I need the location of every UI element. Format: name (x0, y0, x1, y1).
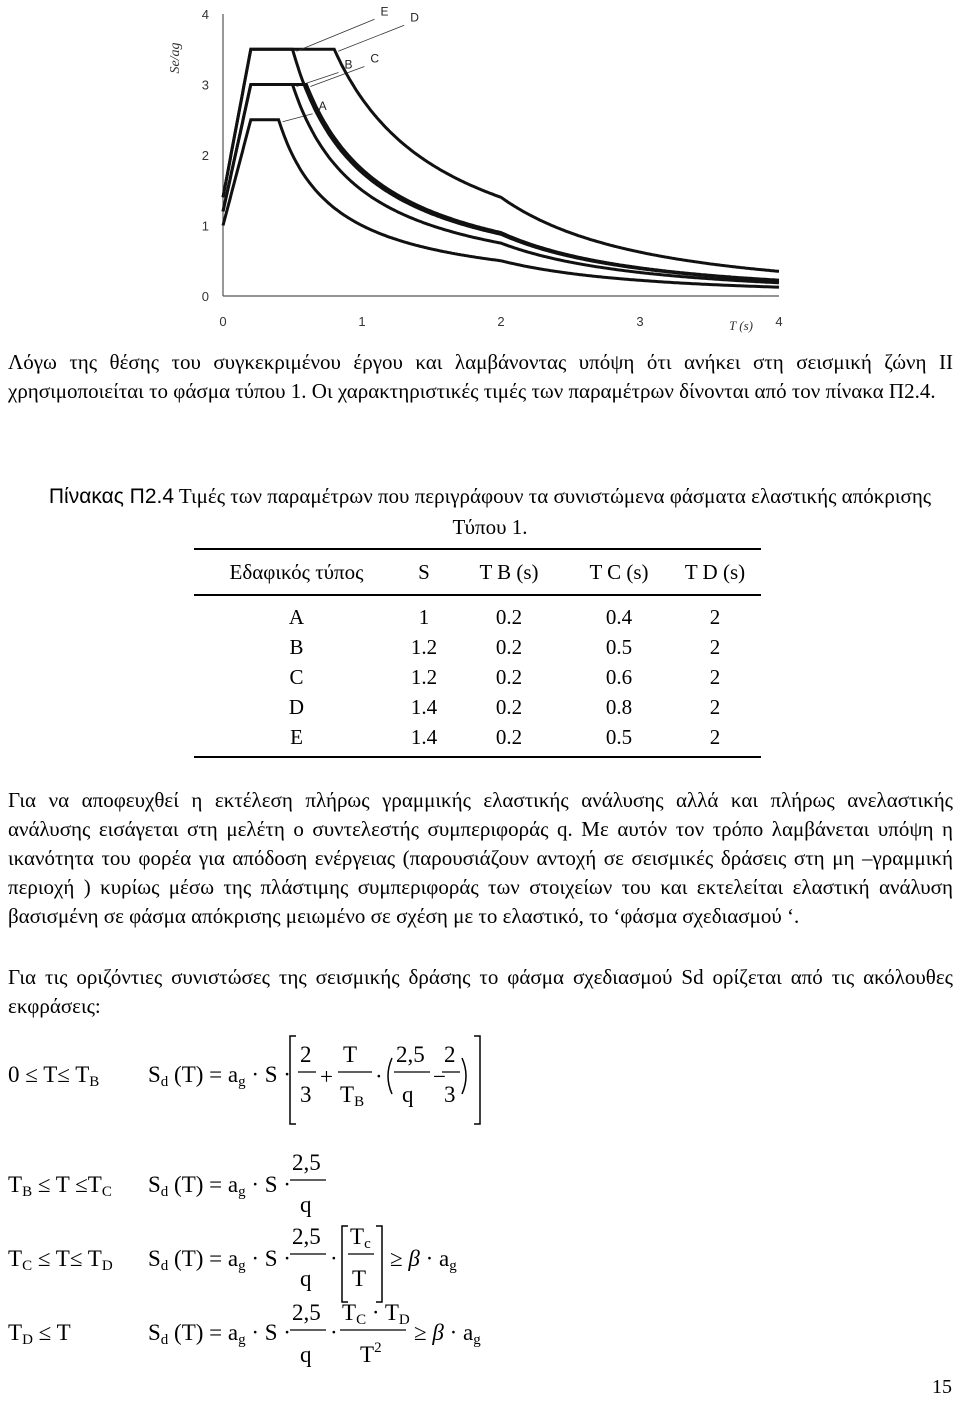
table-row (194, 722, 761, 757)
svg-text:Sd (T) = ag · S ·: Sd (T) = ag · S · (148, 1062, 291, 1090)
svg-text:≥ β · ag: ≥ β · ag (390, 1246, 457, 1274)
svg-text:Sd (T) = ag · S ·: Sd (T) = ag · S · (148, 1246, 291, 1274)
cell: 0.2 (495, 694, 523, 719)
paragraph-design-spectrum: Για τις οριζόντιες συνιστώσες της σεισμικής δράσης το φάσμα σχεδιασμού Sd ορίζεται από τις ακόλουθες εκφράσεις: (8, 965, 953, 1018)
spectrum-chart-svg (155, 0, 795, 340)
table-caption-text: Τιμές των παραμέτρων που περιγράφουν τα συνιστώμενα φάσματα ελαστικής απόκρισης Τύπου 1. (174, 484, 932, 539)
formula-3 (8, 1224, 457, 1302)
y-tick-label: 0 (201, 289, 209, 304)
spectrum-curve-C (223, 85, 779, 281)
svg-text:q: q (300, 1192, 312, 1217)
table-caption (40, 481, 940, 543)
svg-text:·: · (375, 1064, 383, 1089)
cell: 2 (709, 604, 721, 629)
cell: 2 (709, 664, 721, 689)
series-label-C: C (370, 51, 380, 66)
y-axis-label: Se/ag (168, 42, 183, 74)
header-tc: T C (s) (569, 549, 669, 595)
svg-text:q: q (300, 1266, 312, 1291)
cell: 0.5 (605, 634, 633, 659)
svg-text:2,5: 2,5 (292, 1224, 321, 1249)
series-label-B: B (344, 57, 353, 72)
svg-text:q: q (402, 1082, 414, 1107)
x-tick-label: 4 (775, 314, 783, 329)
svg-text:Sd (T) = ag · S ·: Sd (T) = ag · S · (148, 1172, 291, 1200)
cell: 1.4 (410, 694, 438, 719)
cell: 0.2 (495, 664, 523, 689)
svg-text:2: 2 (444, 1042, 456, 1067)
series-leader-D (338, 25, 404, 51)
paragraph-intro: Λόγω της θέσης του συγκεκριμένου έργου και λαμβάνοντας υπόψη ότι ανήκει στη σεισμική ζώνη ΙΙ χρησιμοποιείται το φάσμα τύπου 1. Οι χαρακτηριστικές τιμές των παραμέτρων δίνονται από τον πίνακα Π2.4. (8, 350, 953, 403)
cell: 2 (669, 722, 761, 757)
svg-text:·: · (330, 1320, 338, 1345)
svg-text:3: 3 (300, 1082, 312, 1107)
svg-text:−: − (433, 1064, 446, 1089)
table-row (194, 632, 761, 662)
parameters-table (194, 548, 761, 758)
series-leader-C (310, 67, 364, 87)
cell: A (288, 604, 305, 629)
series-label-A: A (318, 98, 327, 113)
formula-2 (8, 1150, 326, 1217)
header-s: S (399, 549, 449, 595)
cell: 0.8 (605, 694, 633, 719)
svg-text:T2: $T^2$ (360, 1340, 382, 1367)
x-axis-label: T (s) (729, 318, 753, 333)
svg-text:2,5: 2,5 (292, 1150, 321, 1175)
svg-text:T: T (343, 1042, 358, 1067)
x-tick-label: 2 (497, 314, 505, 329)
spectrum-curve-B (223, 85, 779, 283)
table-row (194, 595, 761, 632)
svg-text:Tc: Tc (350, 1224, 371, 1252)
x-tick-label: 3 (636, 314, 644, 329)
cell: 2 (709, 634, 721, 659)
svg-text:·: · (330, 1246, 338, 1271)
y-tick-label: 2 (201, 148, 209, 163)
svg-text:TD ≤ T: TD ≤ T (8, 1320, 71, 1348)
cell: 1.2 (410, 664, 438, 689)
svg-text:TC ≤ T≤ TD: TC ≤ T≤ TD (8, 1246, 113, 1274)
cell: 0.2 (449, 722, 569, 757)
cell: E (194, 722, 399, 757)
formulas (0, 1020, 960, 1380)
table-row (194, 662, 761, 692)
series-leader-E (297, 19, 375, 51)
cell: 1.4 (399, 722, 449, 757)
table-header-row (194, 549, 761, 595)
svg-text:≥ β · ag: ≥ β · ag (414, 1320, 481, 1348)
cell: 0.2 (495, 634, 523, 659)
svg-text:2,5: 2,5 (396, 1042, 425, 1067)
series-label-D: D (410, 10, 419, 25)
table-caption-label: Πίνακας Π2.4 (48, 485, 175, 508)
cell: B (289, 634, 304, 659)
x-tick-label: 1 (358, 314, 366, 329)
table-row (194, 692, 761, 722)
series-label-E: E (380, 4, 389, 19)
cell: 0.6 (605, 664, 633, 689)
svg-text:2: 2 (300, 1042, 312, 1067)
header-td: T D (s) (669, 549, 761, 595)
formula-1 (8, 1036, 480, 1124)
svg-text:0 ≤ T≤ TB: 0 ≤ T≤ TB (8, 1062, 100, 1090)
svg-text:q: q (300, 1342, 312, 1367)
spectrum-chart (155, 0, 795, 340)
cell: 0.2 (495, 604, 523, 629)
cell: 2 (709, 694, 721, 719)
cell: 0.4 (605, 604, 633, 629)
cell: D (288, 694, 305, 719)
svg-text:TB ≤ T ≤TC: TB ≤ T ≤TC (8, 1172, 112, 1200)
y-tick-label: 3 (201, 77, 209, 93)
svg-text:TB: TB (340, 1082, 365, 1110)
cell: 1.2 (410, 634, 438, 659)
x-tick-label: 0 (219, 314, 227, 329)
y-tick-label: 1 (201, 218, 209, 234)
formula-4 (8, 1300, 481, 1367)
header-tb: T B (s) (449, 549, 569, 595)
svg-text:+: + (320, 1064, 333, 1089)
svg-text:T: T (352, 1266, 367, 1291)
svg-text:TC · TD: TC · TD (342, 1300, 410, 1328)
y-tick-label: 4 (201, 7, 209, 22)
svg-text:Sd (T) = ag · S ·: Sd (T) = ag · S · (148, 1320, 291, 1348)
cell: 1 (418, 604, 430, 629)
paragraph-behavior-factor: Για να αποφευχθεί η εκτέλεση πλήρως γραμμικής ελαστικής ανάλυσης αλλά και πλήρως ανελαστικής ανάλυσης εισάγεται στη μελέτη ο συντελεστής συμπεριφοράς q. Με αυτόν τον τρόπο λαμβάνεται υπόψη η ικανότητα του φορέα για απόδοση ενέργειας (παρουσιάζουν αντοχή σε σεισμικές δράσεις στη μη –γραμμική περιοχή ) κυρίως μέσω της πλάστιμης συμπεριφοράς των στοιχείων του και εκτελείται ελαστική ανάλυση βασισμένη σε φάσμα απόκρισης μειωμένο σε σχέση με το ελαστικό, το ‘φάσμα σχεδιασμού ‘. (8, 788, 953, 928)
cell: 0.5 (569, 722, 669, 757)
svg-text:3: 3 (444, 1082, 456, 1107)
page-number: 15 (932, 1376, 952, 1398)
svg-text:2,5: 2,5 (292, 1300, 321, 1325)
spectrum-curve-D (223, 49, 779, 271)
header-soil-type: Εδαφικός τύπος (194, 549, 399, 595)
cell: C (289, 664, 304, 689)
